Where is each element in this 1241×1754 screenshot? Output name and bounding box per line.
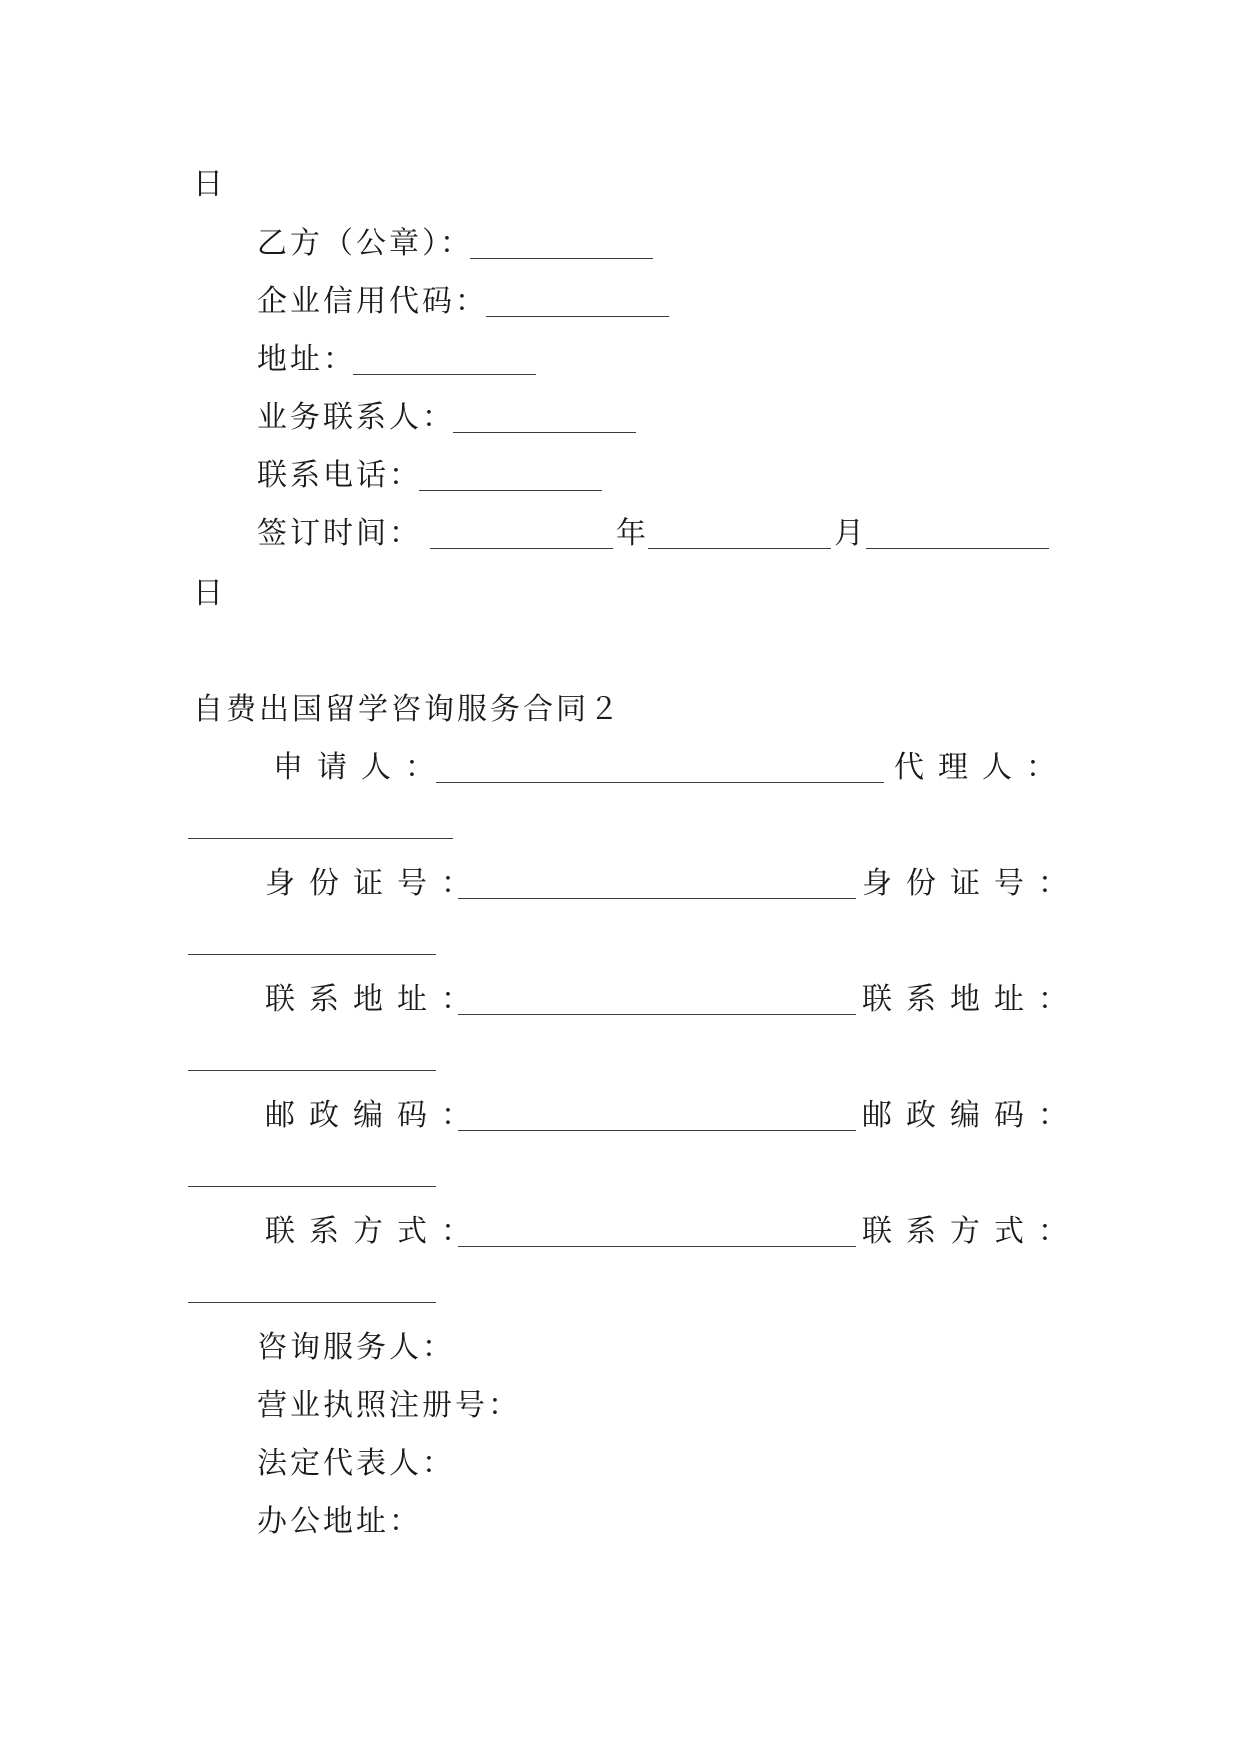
applicant-address-field[interactable]: [458, 1014, 856, 1015]
credit-code-label: 企业信用代码：: [257, 284, 488, 319]
date-day-bottom: 日: [193, 576, 226, 611]
agent-address-label: 联系地址：: [862, 982, 1082, 1017]
phone-label: 联系电话：: [257, 458, 422, 493]
month-char: 月: [834, 516, 867, 551]
agent-contact-field[interactable]: [188, 1302, 436, 1303]
phone-field[interactable]: [419, 490, 602, 491]
applicant-postcode-field[interactable]: [458, 1130, 856, 1131]
credit-code-field[interactable]: [486, 316, 669, 317]
agent-field[interactable]: [188, 838, 453, 839]
contact-person-label: 业务联系人：: [257, 400, 455, 435]
sign-year-field[interactable]: [430, 548, 613, 549]
sign-day-field[interactable]: [866, 548, 1049, 549]
address-field[interactable]: [353, 374, 536, 375]
applicant-postcode-label: 邮政编码：: [265, 1098, 485, 1133]
agent-postcode-field[interactable]: [188, 1186, 436, 1187]
agent-postcode-label: 邮政编码：: [862, 1098, 1082, 1133]
date-day-top: 日: [193, 167, 226, 202]
applicant-label: 申请人：: [273, 750, 449, 785]
applicant-address-label: 联系地址：: [265, 982, 485, 1017]
agent-id-label: 身份证号：: [862, 866, 1082, 901]
address-label: 地址：: [257, 342, 356, 377]
agent-label: 代理人：: [894, 750, 1070, 785]
license-number-label: 营业执照注册号：: [257, 1388, 521, 1423]
applicant-contact-field[interactable]: [458, 1246, 856, 1247]
office-address-label: 办公地址：: [257, 1504, 422, 1539]
year-char: 年: [616, 516, 649, 551]
applicant-field[interactable]: [436, 782, 884, 783]
consultant-label: 咨询服务人：: [257, 1330, 455, 1365]
applicant-contact-label: 联系方式：: [265, 1214, 485, 1249]
contract-title: 自费出国留学咨询服务合同２: [193, 692, 622, 727]
party-b-seal-label: 乙方（公章）：: [257, 226, 473, 261]
legal-representative-label: 法定代表人：: [257, 1446, 455, 1481]
agent-contact-label: 联系方式：: [862, 1214, 1082, 1249]
agent-id-field[interactable]: [188, 954, 436, 955]
party-b-seal-field[interactable]: [470, 258, 653, 259]
sign-month-field[interactable]: [648, 548, 831, 549]
contact-person-field[interactable]: [453, 432, 636, 433]
applicant-id-field[interactable]: [458, 898, 856, 899]
applicant-id-label: 身份证号：: [265, 866, 485, 901]
sign-time-label: 签订时间：: [257, 516, 422, 551]
agent-address-field[interactable]: [188, 1070, 436, 1071]
